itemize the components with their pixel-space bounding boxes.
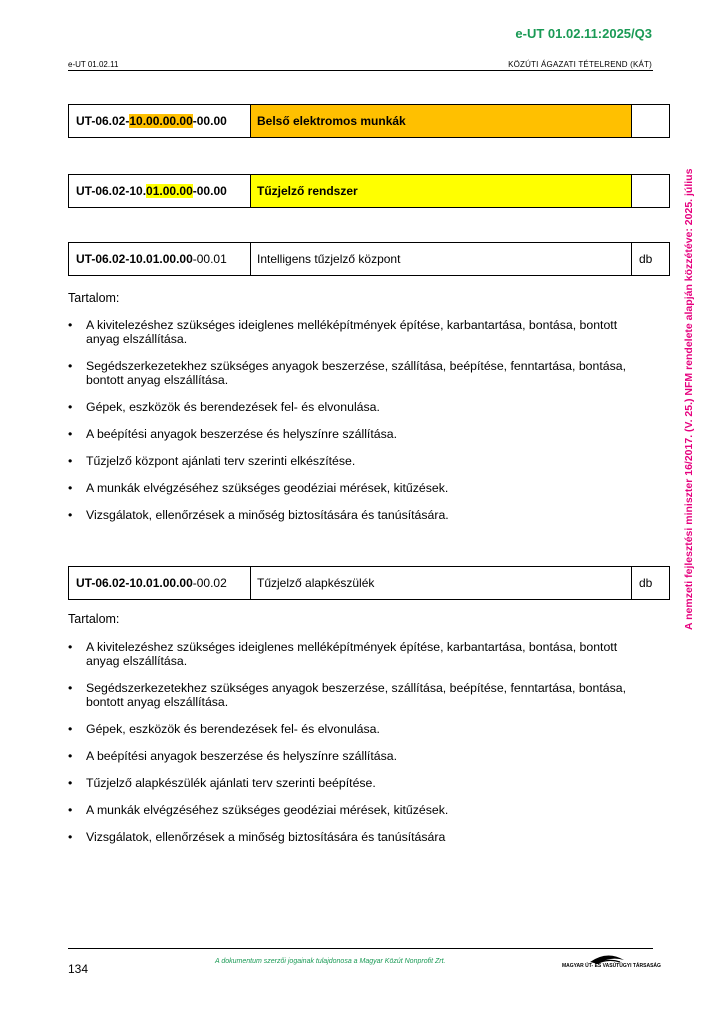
item-row-central	[68, 242, 670, 276]
header-left: e-UT 01.02.11	[68, 60, 119, 69]
list-item: • Gépek, eszközök és berendezések fel- és elvonulása.	[68, 722, 653, 736]
document-id: e-UT 01.02.11:2025/Q3	[515, 26, 652, 41]
list-item: • A munkák elvégzéséhez szükséges geodéziai mérések, kitűzések.	[68, 803, 653, 817]
code-suffix: -00.01	[192, 252, 227, 266]
content-label: Tartalom:	[68, 291, 120, 305]
item-code	[69, 567, 251, 599]
item-unit: db	[639, 252, 653, 266]
code-bold: UT-06.02-10.01.00.00	[76, 252, 193, 266]
list-item: • Segédszerkezetekhez szükséges anyagok beszerzése, szállítása, beépítése, fenntartása, bontása, bontott anyag elszállítása.	[68, 359, 653, 387]
item-code	[69, 243, 251, 275]
list-item: • Vizsgálatok, ellenőrzések a minőség biztosítására és tanúsítására	[68, 830, 653, 844]
code-highlight: 10.00.00.00	[129, 114, 193, 128]
list-item: • Vizsgálatok, ellenőrzések a minőség biztosítására és tanúsítására.	[68, 508, 653, 522]
item-name: Tűzjelző rendszer	[251, 175, 632, 207]
item-code	[69, 175, 251, 207]
list-item: • A kivitelezéshez szükséges ideiglenes melléképítmények építése, karbantartása, bontása, bontott anyag elszállítása.	[68, 318, 653, 346]
list-item: • A kivitelezéshez szükséges ideiglenes melléképítmények építése, karbantartása, bontása, bontott anyag elszállítása.	[68, 640, 653, 668]
copyright-note: A dokumentum szerzői jogainak tulajdonosa a Magyar Közút Nonprofit Zrt.	[215, 958, 446, 965]
list-item: • Gépek, eszközök és berendezések fel- és elvonulása.	[68, 400, 653, 414]
side-note-text: A nemzeti fejlesztési miniszter 16/2017. (V. 25.) NFM rendelete alapján közzétéve: 2025. július	[683, 168, 695, 630]
list-item: • Tűzjelző központ ajánlati terv szerinti elkészítése.	[68, 454, 653, 468]
list-item: • A munkák elvégzéséhez szükséges geodéziai mérések, kitűzések.	[68, 481, 653, 495]
code-prefix: UT-06.02-	[76, 114, 130, 128]
item-row-device	[68, 566, 670, 600]
code-bold: UT-06.02-10.01.00.00	[76, 576, 193, 590]
code-highlight: 01.00.00	[146, 184, 193, 198]
content-list-2	[68, 640, 653, 857]
code-suffix: -00.00	[192, 184, 227, 198]
footer-divider	[68, 948, 653, 949]
logo-text: MAGYAR ÚT- ÉS VASÚTÜGYI TÁRSASÁG	[562, 963, 661, 969]
item-row-subgroup	[68, 174, 670, 208]
header-divider	[68, 70, 653, 71]
page-number: 134	[68, 962, 89, 976]
list-item: • Segédszerkezetekhez szükséges anyagok beszerzése, szállítása, beépítése, fenntartása, bontása, bontott anyag elszállítása.	[68, 681, 653, 709]
list-item: • A beépítési anyagok beszerzése és helyszínre szállítása.	[68, 427, 653, 441]
item-row-group	[68, 104, 670, 138]
list-item: • A beépítési anyagok beszerzése és helyszínre szállítása.	[68, 749, 653, 763]
code-suffix: -00.00	[192, 114, 227, 128]
item-code	[69, 105, 251, 137]
header-right: KÖZÚTI ÁGAZATI TÉTELREND (KÁT)	[508, 60, 652, 69]
content-label: Tartalom:	[68, 612, 120, 626]
item-unit: db	[639, 576, 653, 590]
side-note	[683, 95, 701, 630]
list-item: • Tűzjelző alapkészülék ajánlati terv szerinti beépítése.	[68, 776, 653, 790]
item-name: Intelligens tűzjelző központ	[251, 243, 632, 275]
item-unit	[632, 105, 669, 137]
item-name: Belső elektromos munkák	[251, 105, 632, 137]
item-name: Tűzjelző alapkészülék	[251, 567, 632, 599]
content-list-1	[68, 318, 653, 535]
code-prefix: UT-06.02-10.	[76, 184, 147, 198]
code-suffix: -00.02	[192, 576, 227, 590]
item-unit	[632, 175, 669, 207]
